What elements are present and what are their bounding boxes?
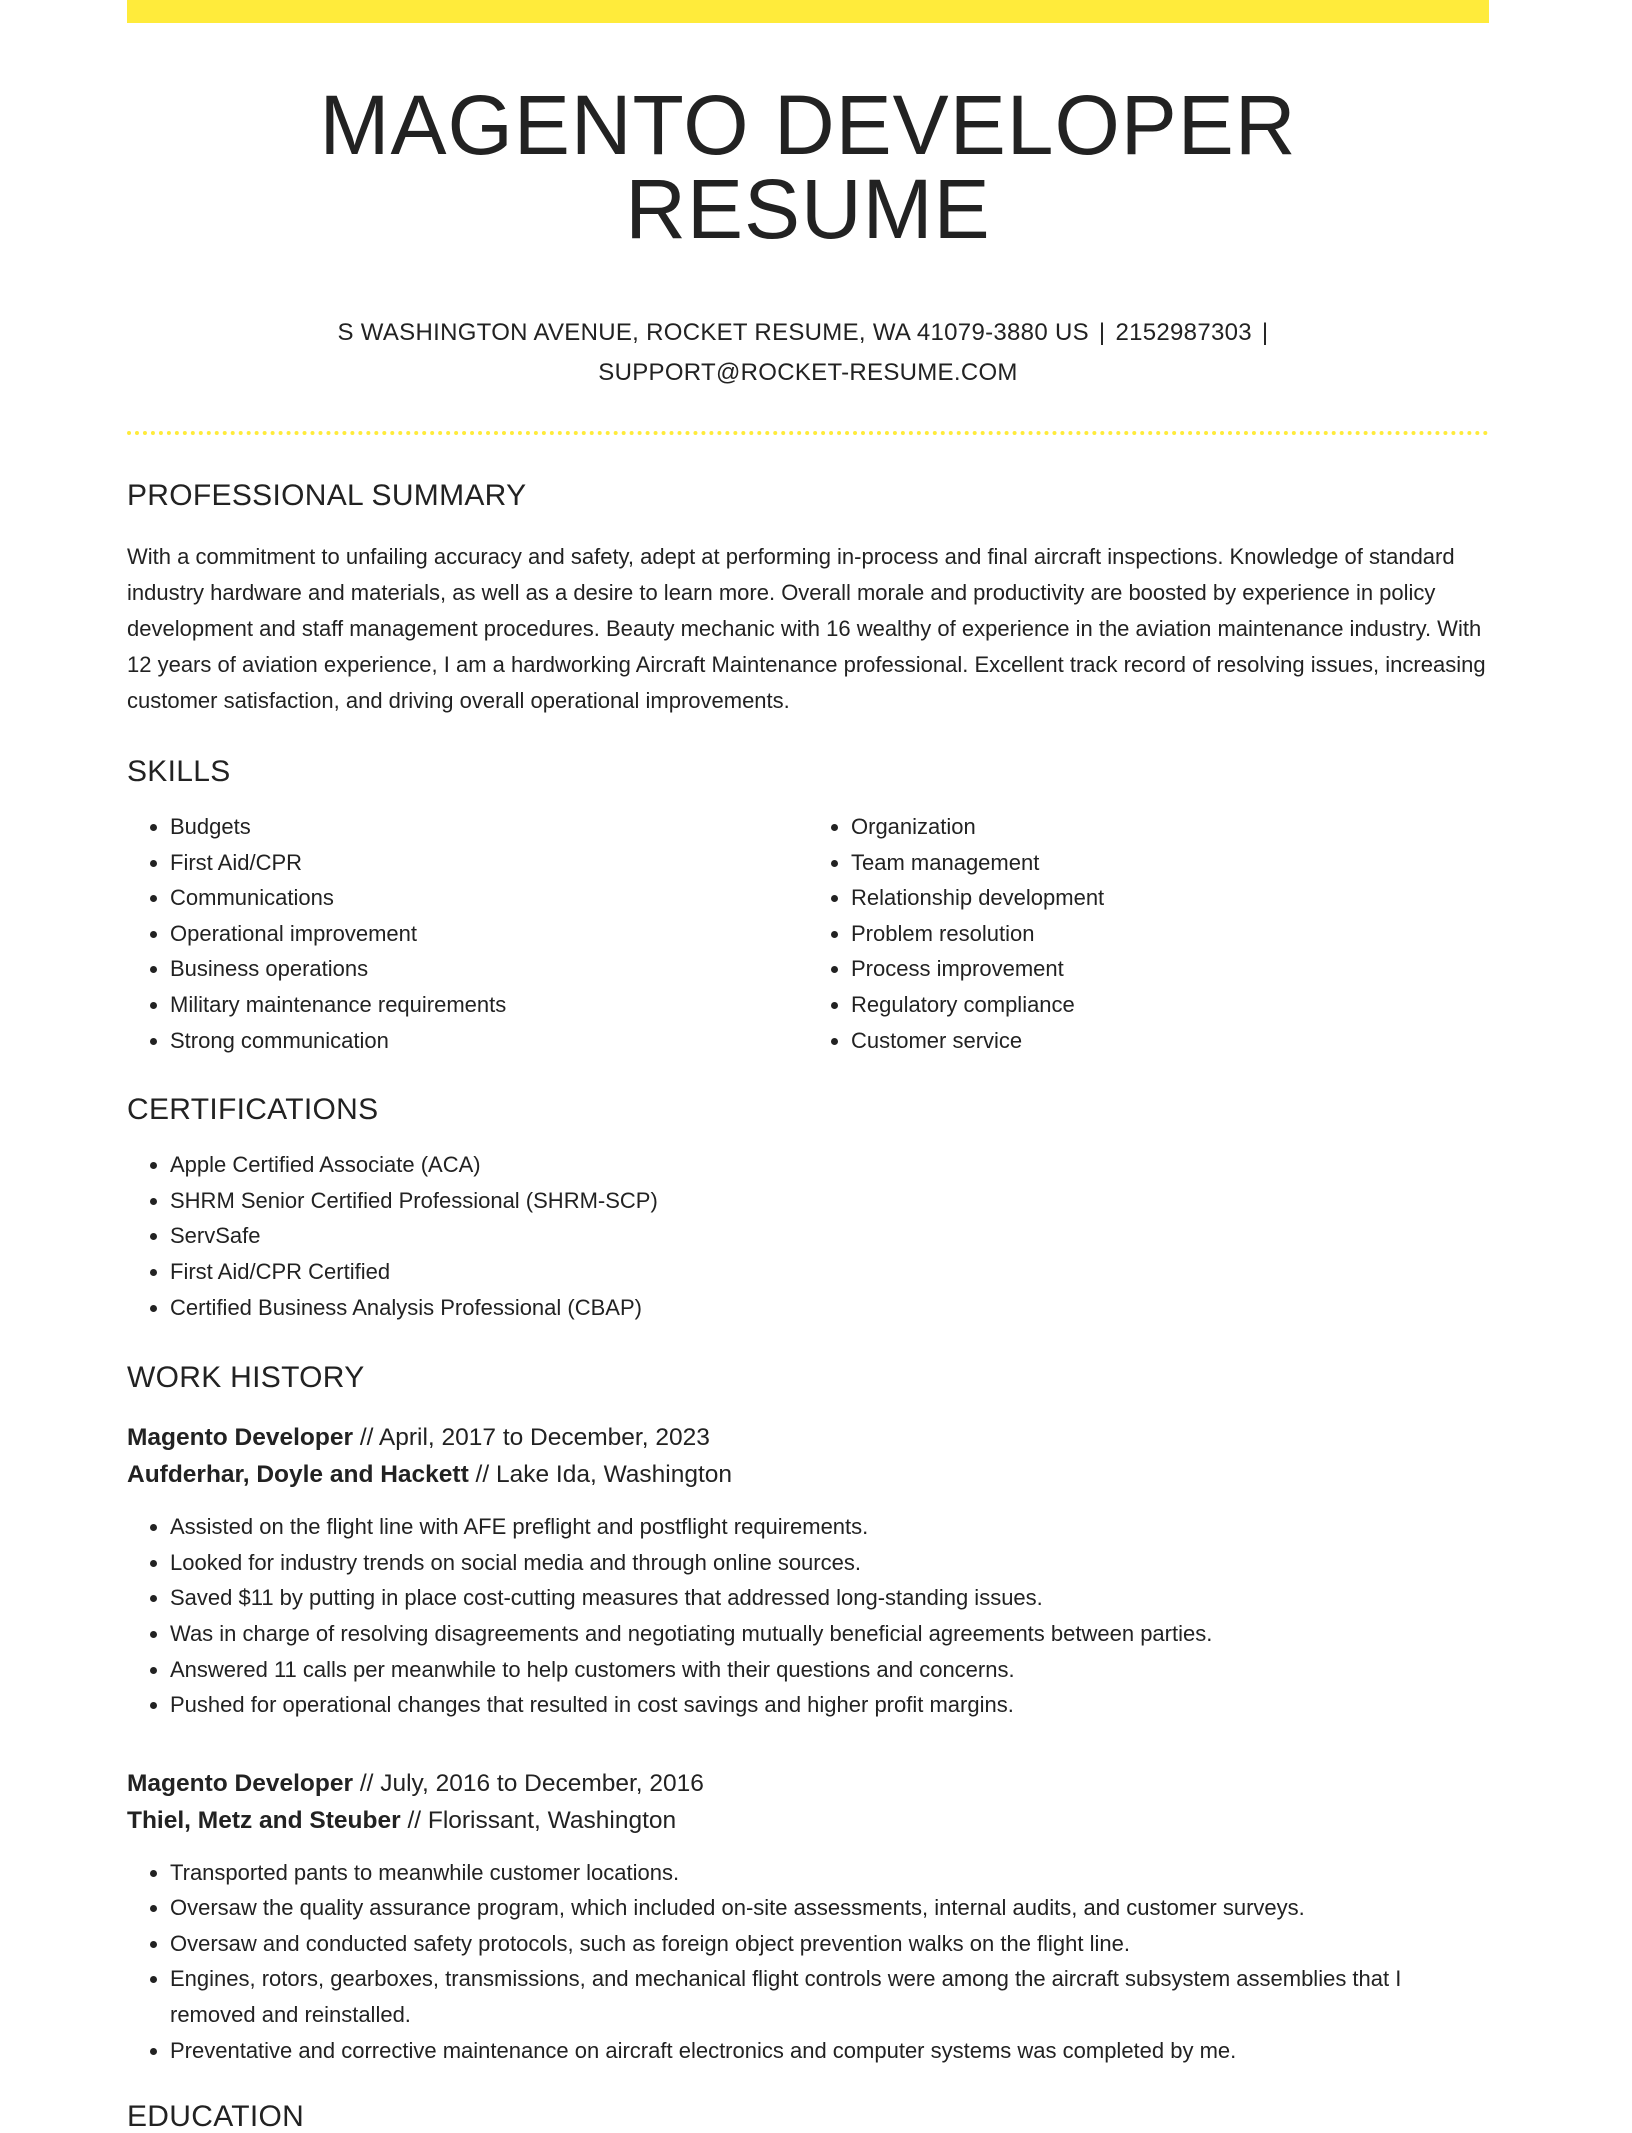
skill-item: • Strong communication bbox=[170, 1023, 808, 1059]
job-title: Magento Developer bbox=[127, 1769, 353, 1797]
contact-line-2 bbox=[127, 353, 1489, 393]
summary-heading: PROFESSIONAL SUMMARY bbox=[127, 479, 527, 512]
job-duty-item: • Oversaw and conducted safety protocols, such as foreign object prevention walks on the flight line. bbox=[170, 1926, 1489, 1962]
skills-list-right bbox=[808, 809, 1489, 1058]
skill-item: • Problem resolution bbox=[851, 916, 1489, 952]
certification-item: • SHRM Senior Certified Professional (SHRM-SCP) bbox=[170, 1183, 1489, 1219]
skill-item: • Customer service bbox=[851, 1023, 1489, 1059]
phone: 2152987303 bbox=[1115, 319, 1252, 346]
job-duty-item: • Looked for industry trends on social media and through online sources. bbox=[170, 1545, 1489, 1581]
job-duty-item: • Answered 11 calls per meanwhile to help customers with their questions and concerns. bbox=[170, 1652, 1489, 1688]
job-dates: // July, 2016 to December, 2016 bbox=[359, 1769, 704, 1797]
skill-item: • Operational improvement bbox=[170, 916, 808, 952]
job-duty-item: • Transported pants to meanwhile customer locations. bbox=[170, 1855, 1489, 1891]
certification-item: • Certified Business Analysis Professional (CBAP) bbox=[170, 1290, 1489, 1326]
job-company: Thiel, Metz and Steuber bbox=[127, 1806, 401, 1834]
job-entry bbox=[127, 1765, 1489, 2069]
job-duty-item: • Preventative and corrective maintenance on aircraft electronics and computer systems was completed by me. bbox=[170, 2033, 1489, 2069]
top-accent-bar bbox=[127, 0, 1489, 23]
separator: | bbox=[1098, 319, 1106, 346]
skills-list-left bbox=[127, 809, 808, 1058]
work-history-heading: WORK HISTORY bbox=[127, 1361, 365, 1395]
skill-item: • Team management bbox=[851, 845, 1489, 881]
skills-heading: SKILLS bbox=[127, 755, 231, 788]
job-duties-list bbox=[127, 1509, 1489, 1723]
skill-item: • Process improvement bbox=[851, 951, 1489, 987]
resume-title: MAGENTO DEVELOPER RESUME bbox=[319, 78, 1297, 256]
skills-columns bbox=[127, 809, 1489, 1058]
skill-item: • Relationship development bbox=[851, 880, 1489, 916]
job-location: // Lake Ida, Washington bbox=[475, 1461, 733, 1489]
email: SUPPORT@ROCKET-RESUME.COM bbox=[598, 359, 1018, 386]
job-duty-item: • Saved $11 by putting in place cost-cutting measures that addressed long-standing issues. bbox=[170, 1580, 1489, 1616]
certification-item: • ServSafe bbox=[170, 1218, 1489, 1254]
job-title-line bbox=[127, 1765, 1489, 1802]
job-company: Aufderhar, Doyle and Hackett bbox=[127, 1461, 469, 1489]
skill-item: • Communications bbox=[170, 880, 808, 916]
skill-item: • Business operations bbox=[170, 951, 808, 987]
certification-item: • First Aid/CPR Certified bbox=[170, 1254, 1489, 1290]
skill-item: • Budgets bbox=[170, 809, 808, 845]
skill-item: • Organization bbox=[851, 809, 1489, 845]
resume-page bbox=[127, 0, 1489, 2132]
contact-line-1 bbox=[127, 313, 1489, 353]
job-duties-list bbox=[127, 1855, 1489, 2069]
skill-item: • First Aid/CPR bbox=[170, 845, 808, 881]
job-duty-item: • Pushed for operational changes that resulted in cost savings and higher profit margins. bbox=[170, 1687, 1489, 1723]
job-duty-item: • Assisted on the flight line with AFE preflight and postflight requirements. bbox=[170, 1509, 1489, 1545]
job-company-line bbox=[127, 1802, 1489, 1839]
education-heading: EDUCATION bbox=[127, 2100, 305, 2133]
contact-info bbox=[127, 313, 1489, 393]
certifications-list bbox=[127, 1147, 1489, 1325]
address: S WASHINGTON AVENUE, ROCKET RESUME, WA 41079-3880 US bbox=[337, 319, 1089, 346]
skill-item: • Regulatory compliance bbox=[851, 987, 1489, 1023]
skill-item: • Military maintenance requirements bbox=[170, 987, 808, 1023]
certifications-heading: CERTIFICATIONS bbox=[127, 1093, 379, 1127]
certification-item: • Apple Certified Associate (ACA) bbox=[170, 1147, 1489, 1183]
job-entry bbox=[127, 1419, 1489, 1723]
separator: | bbox=[1261, 319, 1269, 346]
job-company-line bbox=[127, 1456, 1489, 1493]
job-duty-item: • Was in charge of resolving disagreements and negotiating mutually beneficial agreements between parties. bbox=[170, 1616, 1489, 1652]
job-duty-item: • Oversaw the quality assurance program, which included on-site assessments, internal audits, and customer surveys. bbox=[170, 1890, 1489, 1926]
job-title: Magento Developer bbox=[127, 1424, 353, 1452]
job-title-line bbox=[127, 1419, 1489, 1456]
job-location: // Florissant, Washington bbox=[407, 1806, 677, 1834]
job-duty-item: • Engines, rotors, gearboxes, transmissions, and mechanical flight controls were among the aircraft subsystem assemblies that I removed and reinstalled. bbox=[170, 1961, 1489, 2032]
dotted-divider bbox=[127, 431, 1489, 435]
job-dates: // April, 2017 to December, 2023 bbox=[359, 1424, 710, 1452]
summary-text: With a commitment to unfailing accuracy and safety, adept at performing in-process and final aircraft inspections. Knowledge of standard industry hardware and materials, as well as a desire to learn more. Overall morale and productivity are boosted by experience in policy development and staff management procedures. Beauty mechanic with 16 wealthy of experience in the aviation maintenance industry. With 12 years of aviation experience, I am a hardworking Aircraft Maintenance professional. Excellent track record of resolving issues, increasing customer satisfaction, and driving overall operational improvements. bbox=[127, 544, 1486, 713]
